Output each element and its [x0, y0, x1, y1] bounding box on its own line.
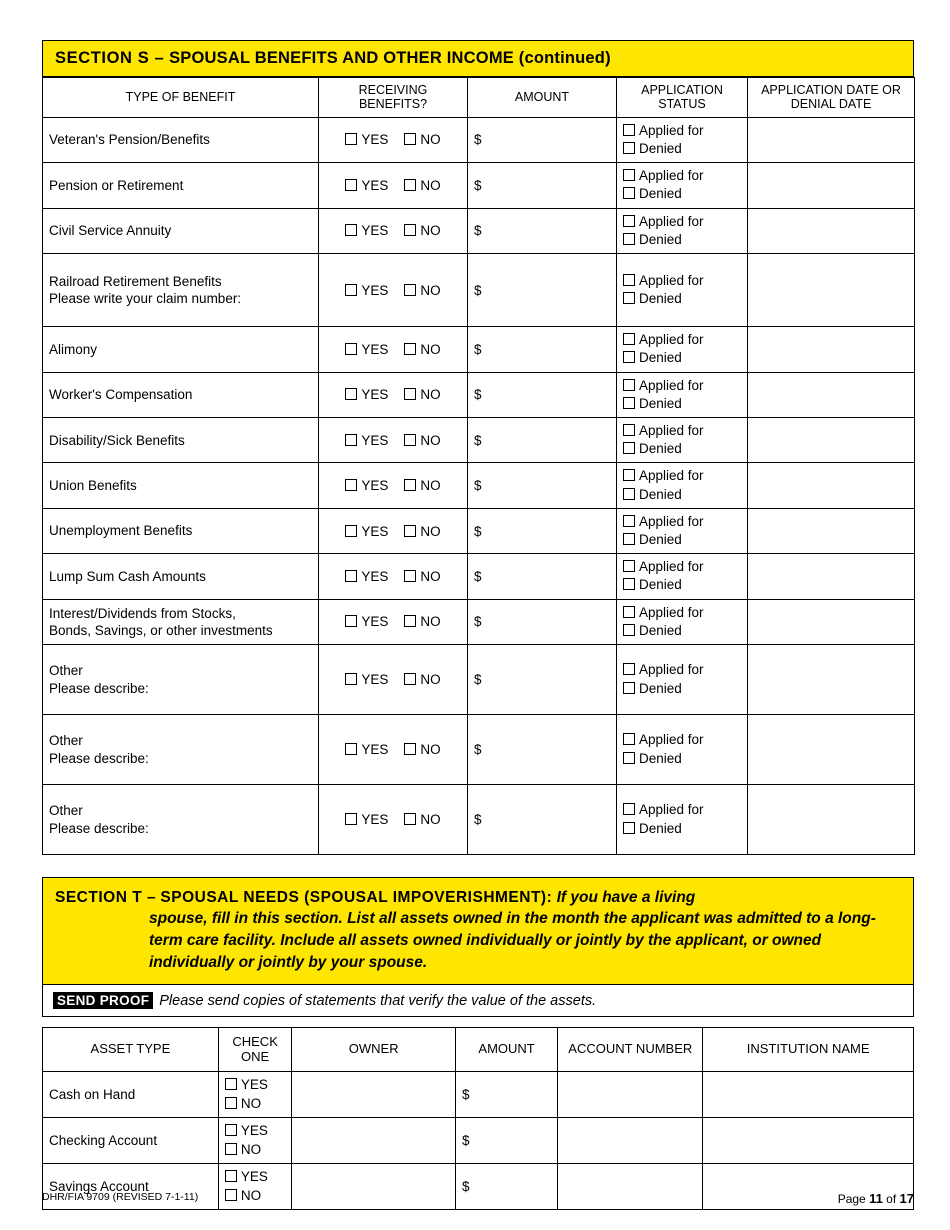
applied-label: Applied for: [639, 213, 704, 229]
checkbox-no-icon[interactable]: [404, 224, 416, 236]
table-row: [43, 554, 915, 599]
receiving-benefits-cell[interactable]: [319, 163, 468, 208]
application-status-cell[interactable]: [617, 208, 748, 253]
checkbox-applied-icon[interactable]: [623, 424, 635, 436]
dollar-sign: $: [474, 432, 482, 448]
benefit-type: Disability/Sick Benefits: [43, 417, 319, 462]
no-label: NO: [420, 614, 441, 630]
no-label: NO: [420, 177, 441, 193]
yes-label: YES: [240, 1077, 268, 1093]
application-date-cell[interactable]: [748, 254, 915, 327]
page-prefix: Page: [837, 1192, 866, 1206]
asset-type: Checking Account: [43, 1118, 219, 1164]
benefit-type: Pension or Retirement: [43, 163, 319, 208]
amount-cell[interactable]: [468, 785, 617, 855]
no-label: NO: [420, 223, 441, 239]
denied-label: Denied: [639, 577, 682, 593]
page-number: 11: [869, 1191, 883, 1206]
col-type-of-benefit: TYPE OF BENEFIT: [43, 78, 319, 118]
application-status-cell[interactable]: [617, 163, 748, 208]
application-date-cell[interactable]: [748, 508, 915, 553]
no-label: NO: [420, 341, 441, 357]
asset-amount-cell[interactable]: [455, 1072, 557, 1118]
col-date-line2: DENIAL DATE: [790, 97, 872, 112]
checkbox-no-icon[interactable]: [404, 343, 416, 355]
denied-label: Denied: [639, 486, 682, 502]
dollar-sign: $: [474, 614, 482, 630]
yes-label: YES: [361, 387, 389, 403]
amount-cell[interactable]: [468, 254, 617, 327]
checkbox-yes-icon[interactable]: [345, 615, 357, 627]
send-proof-text: Please send copies of statements that verify the value of the assets.: [159, 993, 597, 1010]
amount-cell[interactable]: [468, 163, 617, 208]
application-date-cell[interactable]: [748, 463, 915, 508]
no-label: NO: [420, 478, 441, 494]
table-row: [43, 599, 915, 644]
col-institution-name: INSTITUTION NAME: [703, 1028, 914, 1072]
denied-label: Denied: [639, 680, 682, 696]
application-date-cell[interactable]: [748, 208, 915, 253]
send-proof-row: [42, 985, 914, 1017]
dollar-sign: $: [461, 1133, 470, 1149]
section-t-header: [42, 877, 914, 985]
yes-label: YES: [361, 177, 389, 193]
checkbox-no-icon[interactable]: [225, 1143, 237, 1155]
amount-cell[interactable]: [468, 463, 617, 508]
page-footer: [42, 1191, 914, 1206]
asset-institution-cell[interactable]: [703, 1072, 914, 1118]
receiving-benefits-cell[interactable]: [319, 785, 468, 855]
benefit-type: Lump Sum Cash Amounts: [43, 554, 319, 599]
benefit-type-line1: Other: [49, 803, 83, 819]
benefit-type: [43, 599, 319, 644]
application-status-cell[interactable]: [617, 327, 748, 372]
dollar-sign: $: [461, 1087, 470, 1103]
assets-rows: [43, 1072, 914, 1210]
checkbox-no-icon[interactable]: [404, 615, 416, 627]
benefit-type: Worker's Compensation: [43, 372, 319, 417]
asset-type: Cash on Hand: [43, 1072, 219, 1118]
section-s-label: SECTION S –: [55, 49, 165, 67]
benefit-type: Alimony: [43, 327, 319, 372]
yes-label: YES: [361, 282, 389, 298]
checkbox-no-icon[interactable]: [404, 673, 416, 685]
yes-label: YES: [240, 1123, 268, 1139]
asset-institution-cell[interactable]: [703, 1118, 914, 1164]
col-account-number: ACCOUNT NUMBER: [558, 1028, 703, 1072]
benefit-type: [43, 254, 319, 327]
checkbox-no-icon[interactable]: [404, 479, 416, 491]
checkbox-denied-icon[interactable]: [623, 292, 635, 304]
application-status-cell[interactable]: [617, 117, 748, 162]
application-status-cell[interactable]: [617, 463, 748, 508]
amount-cell[interactable]: [468, 715, 617, 785]
checkbox-no-icon[interactable]: [404, 813, 416, 825]
asset-owner-cell[interactable]: [292, 1118, 456, 1164]
checkbox-yes-icon[interactable]: [345, 284, 357, 296]
benefit-type-line1: Railroad Retirement Benefits: [49, 273, 222, 289]
checkbox-denied-icon[interactable]: [623, 488, 635, 500]
dollar-sign: $: [474, 742, 482, 758]
checkbox-applied-icon[interactable]: [623, 124, 635, 136]
checkbox-yes-icon[interactable]: [225, 1124, 237, 1136]
checkbox-denied-icon[interactable]: [623, 442, 635, 454]
asset-account-number-cell[interactable]: [558, 1118, 703, 1164]
page-of: of: [886, 1192, 897, 1206]
col-receiving-line2: BENEFITS?: [358, 97, 428, 112]
benefit-type: [43, 645, 319, 715]
dollar-sign: $: [474, 523, 482, 539]
checkbox-yes-icon[interactable]: [225, 1078, 237, 1090]
applied-label: Applied for: [639, 272, 704, 288]
receiving-benefits-cell[interactable]: [319, 599, 468, 644]
table-row: [43, 327, 915, 372]
asset-check-one-cell[interactable]: [218, 1072, 292, 1118]
receiving-benefits-cell[interactable]: [319, 208, 468, 253]
amount-cell[interactable]: [468, 327, 617, 372]
no-label: NO: [240, 1141, 262, 1157]
checkbox-denied-icon[interactable]: [623, 822, 635, 834]
application-date-cell[interactable]: [748, 372, 915, 417]
no-label: NO: [420, 387, 441, 403]
yes-label: YES: [361, 341, 389, 357]
denied-label: Denied: [639, 622, 682, 638]
checkbox-yes-icon[interactable]: [345, 743, 357, 755]
checkbox-applied-icon[interactable]: [623, 515, 635, 527]
no-label: NO: [420, 432, 441, 448]
checkbox-no-icon[interactable]: [404, 284, 416, 296]
checkbox-yes-icon[interactable]: [345, 479, 357, 491]
dollar-sign: $: [474, 177, 482, 193]
benefit-type: [43, 785, 319, 855]
checkbox-applied-icon[interactable]: [623, 606, 635, 618]
checkbox-yes-icon[interactable]: [345, 525, 357, 537]
checkbox-yes-icon[interactable]: [225, 1170, 237, 1182]
table-row: [43, 208, 915, 253]
dollar-sign: $: [461, 1179, 470, 1195]
dollar-sign: $: [474, 812, 482, 828]
no-label: NO: [420, 568, 441, 584]
asset-type: Savings Account: [43, 1164, 219, 1210]
no-label: NO: [420, 742, 441, 758]
col-owner: OWNER: [292, 1028, 456, 1072]
checkbox-applied-icon[interactable]: [623, 733, 635, 745]
application-date-cell[interactable]: [748, 715, 915, 785]
dollar-sign: $: [474, 672, 482, 688]
amount-cell[interactable]: [468, 417, 617, 462]
yes-label: YES: [361, 672, 389, 688]
receiving-benefits-cell[interactable]: [319, 554, 468, 599]
no-label: NO: [240, 1095, 262, 1111]
col-application-date: [748, 78, 915, 118]
benefit-type-line2[interactable]: Please describe:: [49, 750, 149, 766]
benefit-type-line1: Interest/Dividends from Stocks,: [49, 605, 236, 621]
applied-label: Applied for: [639, 468, 704, 484]
applied-label: Applied for: [639, 559, 704, 575]
no-label: NO: [420, 132, 441, 148]
applied-label: Applied for: [639, 604, 704, 620]
table-row: [43, 1118, 914, 1164]
asset-amount-cell[interactable]: [455, 1118, 557, 1164]
checkbox-yes-icon[interactable]: [345, 434, 357, 446]
application-status-cell[interactable]: [617, 715, 748, 785]
benefits-rows: [43, 117, 915, 854]
application-date-cell[interactable]: [748, 785, 915, 855]
col-receiving-line1: RECEIVING: [358, 83, 428, 97]
denied-label: Denied: [639, 350, 682, 366]
col-status-line2: STATUS: [658, 97, 706, 112]
table-row: [43, 254, 915, 327]
denied-label: Denied: [639, 186, 682, 202]
no-label: NO: [420, 812, 441, 828]
checkbox-yes-icon[interactable]: [345, 343, 357, 355]
benefit-type: Civil Service Annuity: [43, 208, 319, 253]
assets-table: [42, 1027, 914, 1210]
checkbox-denied-icon[interactable]: [623, 187, 635, 199]
benefit-type: [43, 715, 319, 785]
checkbox-denied-icon[interactable]: [623, 397, 635, 409]
col-amount: AMOUNT: [468, 78, 617, 118]
no-label: NO: [240, 1187, 262, 1203]
table-header-row: [43, 78, 915, 118]
yes-label: YES: [361, 223, 389, 239]
col-check-one: [218, 1028, 292, 1072]
amount-cell[interactable]: [468, 117, 617, 162]
dollar-sign: $: [474, 282, 482, 298]
denied-label: Denied: [639, 750, 682, 766]
receiving-benefits-cell[interactable]: [319, 327, 468, 372]
receiving-benefits-cell[interactable]: [319, 463, 468, 508]
checkbox-applied-icon[interactable]: [623, 560, 635, 572]
checkbox-yes-icon[interactable]: [345, 133, 357, 145]
checkbox-no-icon[interactable]: [404, 434, 416, 446]
send-proof-badge: SEND PROOF: [53, 992, 153, 1009]
checkbox-denied-icon[interactable]: [623, 682, 635, 694]
checkbox-denied-icon[interactable]: [623, 233, 635, 245]
checkbox-applied-icon[interactable]: [623, 469, 635, 481]
section-s-title: SPOUSAL BENEFITS AND OTHER INCOME: [169, 49, 514, 67]
yes-label: YES: [361, 742, 389, 758]
section-s-continued: (continued): [518, 49, 611, 67]
receiving-benefits-cell[interactable]: [319, 254, 468, 327]
col-asset-amount: AMOUNT: [455, 1028, 557, 1072]
benefit-type-line1: Other: [49, 663, 83, 679]
receiving-benefits-cell[interactable]: [319, 372, 468, 417]
section-t-heading-line: [55, 887, 901, 974]
table-row: [43, 463, 915, 508]
benefit-type-line2: Please write your claim number:: [49, 291, 242, 307]
table-row: [43, 645, 915, 715]
section-t-body: spouse, fill in this section. List all assets owned in the month the applicant was admitted to a long-term care facility. Include all assets owned individually or jointly by the applicant, or owned individually or jointly by your spouse.: [149, 910, 876, 972]
application-status-cell[interactable]: [617, 254, 748, 327]
checkbox-applied-icon[interactable]: [623, 215, 635, 227]
page-total: 17: [899, 1191, 914, 1206]
denied-label: Denied: [639, 532, 682, 548]
benefit-type-line2[interactable]: Please describe:: [49, 820, 149, 836]
table-row: [43, 1072, 914, 1118]
denied-label: Denied: [639, 291, 682, 307]
application-date-cell[interactable]: [748, 327, 915, 372]
dollar-sign: $: [474, 341, 482, 357]
applied-label: Applied for: [639, 662, 704, 678]
applied-label: Applied for: [639, 513, 704, 529]
denied-label: Denied: [639, 231, 682, 247]
checkbox-no-icon[interactable]: [404, 570, 416, 582]
benefit-type-line1: Other: [49, 733, 83, 749]
application-status-cell[interactable]: [617, 785, 748, 855]
col-application-status: [617, 78, 748, 118]
table-row: [43, 163, 915, 208]
benefit-type-line2: Bonds, Savings, or other investments: [49, 622, 273, 638]
table-row: [43, 417, 915, 462]
checkbox-yes-icon[interactable]: [345, 813, 357, 825]
section-t-intro: If you have a living: [556, 889, 696, 907]
col-status-line1: APPLICATION: [641, 83, 723, 97]
checkbox-applied-icon[interactable]: [623, 274, 635, 286]
asset-account-number-cell[interactable]: [558, 1072, 703, 1118]
application-date-cell[interactable]: [748, 417, 915, 462]
checkbox-yes-icon[interactable]: [345, 179, 357, 191]
col-receiving-benefits: [319, 78, 468, 118]
denied-label: Denied: [639, 441, 682, 457]
amount-cell[interactable]: [468, 645, 617, 715]
asset-check-one-cell[interactable]: [218, 1118, 292, 1164]
application-date-cell[interactable]: [748, 645, 915, 715]
checkbox-yes-icon[interactable]: [345, 570, 357, 582]
no-label: NO: [420, 672, 441, 688]
checkbox-denied-icon[interactable]: [623, 351, 635, 363]
checkbox-no-icon[interactable]: [404, 525, 416, 537]
checkbox-yes-icon[interactable]: [345, 388, 357, 400]
applied-label: Applied for: [639, 122, 704, 138]
dollar-sign: $: [474, 387, 482, 403]
yes-label: YES: [361, 478, 389, 494]
receiving-benefits-cell[interactable]: [319, 715, 468, 785]
denied-label: Denied: [639, 140, 682, 156]
applied-label: Applied for: [639, 422, 704, 438]
dollar-sign: $: [474, 223, 482, 239]
application-date-cell[interactable]: [748, 163, 915, 208]
benefit-type-line2[interactable]: Please describe:: [49, 680, 149, 696]
amount-cell[interactable]: [468, 554, 617, 599]
amount-cell[interactable]: [468, 208, 617, 253]
yes-label: YES: [361, 812, 389, 828]
checkbox-applied-icon[interactable]: [623, 169, 635, 181]
application-status-cell[interactable]: [617, 417, 748, 462]
benefit-type: Union Benefits: [43, 463, 319, 508]
col-asset-type: ASSET TYPE: [43, 1028, 219, 1072]
amount-cell[interactable]: [468, 372, 617, 417]
checkbox-denied-icon[interactable]: [623, 533, 635, 545]
form-id: DHR/FIA 9709 (REVISED 7-1-11): [42, 1191, 199, 1203]
receiving-benefits-cell[interactable]: [319, 508, 468, 553]
checkbox-no-icon[interactable]: [404, 743, 416, 755]
applied-label: Applied for: [639, 332, 704, 348]
checkbox-applied-icon[interactable]: [623, 379, 635, 391]
no-label: NO: [420, 282, 441, 298]
section-t-label: SECTION T –: [55, 889, 157, 907]
benefit-type: Unemployment Benefits: [43, 508, 319, 553]
checkbox-no-icon[interactable]: [404, 133, 416, 145]
no-label: NO: [420, 523, 441, 539]
spousal-benefits-table: [42, 77, 915, 855]
dollar-sign: $: [474, 478, 482, 494]
checkbox-no-icon[interactable]: [225, 1097, 237, 1109]
amount-cell[interactable]: [468, 508, 617, 553]
page-number-label: [838, 1191, 914, 1206]
asset-owner-cell[interactable]: [292, 1072, 456, 1118]
application-status-cell[interactable]: [617, 599, 748, 644]
yes-label: YES: [240, 1169, 268, 1185]
applied-label: Applied for: [639, 802, 704, 818]
checkbox-denied-icon[interactable]: [623, 752, 635, 764]
section-t-title: SPOUSAL NEEDS (SPOUSAL IMPOVERISHMENT):: [160, 889, 553, 907]
yes-label: YES: [361, 523, 389, 539]
applied-label: Applied for: [639, 168, 704, 184]
applied-label: Applied for: [639, 732, 704, 748]
benefit-type: Veteran's Pension/Benefits: [43, 117, 319, 162]
checkbox-denied-icon[interactable]: [623, 624, 635, 636]
application-date-cell[interactable]: [748, 117, 915, 162]
table-row: [43, 785, 915, 855]
col-check-line2: ONE: [241, 1048, 270, 1064]
checkbox-denied-icon[interactable]: [623, 142, 635, 154]
checkbox-yes-icon[interactable]: [345, 673, 357, 685]
yes-label: YES: [361, 568, 389, 584]
application-status-cell[interactable]: [617, 645, 748, 715]
assets-header-row: [43, 1028, 914, 1072]
dollar-sign: $: [474, 568, 482, 584]
checkbox-applied-icon[interactable]: [623, 663, 635, 675]
application-date-cell[interactable]: [748, 599, 915, 644]
col-check-line1: CHECK: [232, 1033, 278, 1049]
denied-label: Denied: [639, 820, 682, 836]
checkbox-no-icon[interactable]: [404, 388, 416, 400]
application-date-cell[interactable]: [748, 554, 915, 599]
yes-label: YES: [361, 432, 389, 448]
dollar-sign: $: [474, 132, 482, 148]
checkbox-applied-icon[interactable]: [623, 803, 635, 815]
table-row: [43, 372, 915, 417]
checkbox-yes-icon[interactable]: [345, 224, 357, 236]
application-status-cell[interactable]: [617, 554, 748, 599]
application-status-cell[interactable]: [617, 508, 748, 553]
checkbox-no-icon[interactable]: [404, 179, 416, 191]
receiving-benefits-cell[interactable]: [319, 117, 468, 162]
amount-cell[interactable]: [468, 599, 617, 644]
col-date-line1: APPLICATION DATE OR: [761, 83, 901, 97]
yes-label: YES: [361, 614, 389, 630]
application-status-cell[interactable]: [617, 372, 748, 417]
section-s-header: [42, 40, 914, 77]
yes-label: YES: [361, 132, 389, 148]
applied-label: Applied for: [639, 377, 704, 393]
checkbox-denied-icon[interactable]: [623, 578, 635, 590]
table-row: [43, 117, 915, 162]
table-row: [43, 715, 915, 785]
checkbox-applied-icon[interactable]: [623, 333, 635, 345]
receiving-benefits-cell[interactable]: [319, 417, 468, 462]
receiving-benefits-cell[interactable]: [319, 645, 468, 715]
denied-label: Denied: [639, 395, 682, 411]
table-row: [43, 508, 915, 553]
